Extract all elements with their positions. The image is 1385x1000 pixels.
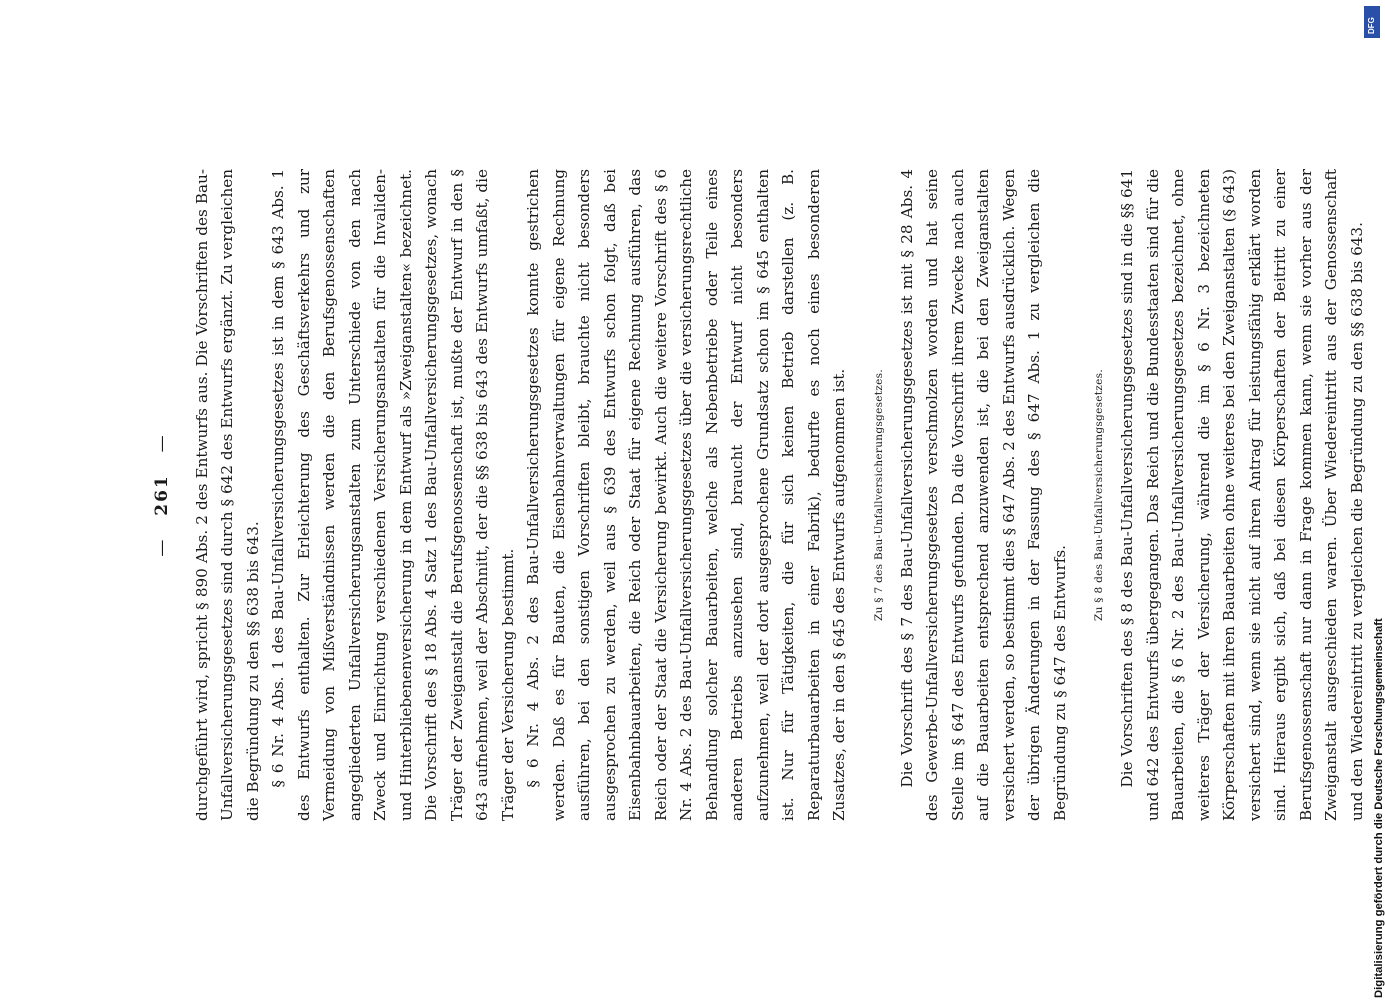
page-number-line: [150, 169, 176, 821]
sponsor-note: [1359, 8, 1385, 998]
document-body: [190, 169, 1371, 821]
section-heading: Zu § 8 des Bau-Unfallversicherungsgesetzes.: [1093, 369, 1105, 621]
paragraph: § 6 Nr. 4 Abs. 2 des Bau-Unfallversicherungsgesetzes konnte gestrichen werden. Daß es für Bauten, die Eisenbahnverwaltungen für eigene Rechnung ausführen, bei den sonstigen Vorschriften bleibt, brauchte nicht besonders ausgesprochen zu werden, weil aus § 639 des Entwurfs schon folgt, daß bei Eisenbahnbauarbeiten, die Reich oder Staat für eigene Rechnung ausführen, das Reich oder der Staat die Versicherung bewirkt. Auch die weitere Vorschrift des § 6 Nr. 4 Abs. 2 des Bau-Unfallversicherungsgesetzes über die versicherungsrechtliche Behandlung solcher Bauarbeiten, welche als Nebenbetriebe oder Teile eines anderen Betriebs anzusehen sind, braucht der Entwurf nicht besonders aufzunehmen, weil der dort ausgesprochene Grundsatz schon im § 645 enthalten ist. Nur für Tätigkeiten, die für sich keinen Betrieb darstellen (z. B. Reparaturbauarbeiten in einer Fabrik), bedurfte es noch eines besonderen Zusatzes, der in den § 645 des Entwurfs aufgenommen ist.: [524, 169, 848, 821]
page-number: 261: [152, 474, 172, 516]
dfg-logo: [1364, 6, 1380, 38]
paragraph: § 6 Nr. 4 Abs. 1 des Bau-Unfallversicherungsgesetzes ist in dem § 643 Abs. 1 des Entwurfs enthalten. Zur Erleichterung des Geschäftsverkehrs und zur Vermeidung von Mißverständnissen werden die den Berufsgenossenschaften angegliederten Unfallversicherungsanstalten zum Unterschiede von den nach Zweck und Einrichtung verschiedenen Versicherungsanstalten für die Invaliden- und Hinterbliebenenversicherung in dem Entwurf als »Zweiganstalten« bezeichnet. Die Vorschrift des § 18 Abs. 4 Satz 1 des Bau-Unfallversicherungsgesetzes, wonach Träger der Zweiganstalt die Berufsgenossenschaft ist, mußte der Entwurf in den § 643 aufnehmen, weil der Abschnitt, der die §§ 638 bis 643 des Entwurfs umfaßt, die Träger der Versicherung bestimmt.: [269, 169, 517, 821]
page-dash-left: —: [152, 537, 172, 557]
document-page: [140, 155, 1366, 835]
paragraph: Die Vorschriften des § 8 des Bau-Unfallversicherungsgesetzes sind in die §§ 641 und 642 des Entwurfs übergegangen. Das Reich und die Bundesstaaten sind für die Bauarbeiten, die § 6 Nr. 2 des Bau-Unfallversicherungsgesetzes bezeichnet, ohne weiteres Träger der Versicherung, während die im § 6 Nr. 3 bezeichneten Körperschaften mit ihren Bauarbeiten ohne weiteres bei den Zweiganstalten (§ 643) versichert sind, wenn sie nicht auf ihren Antrag für leistungsfähig erklärt worden sind. Hieraus ergibt sich, daß bei diesen Körperschaften der Beitritt zu einer Berufsgenossenschaft nur dann in Frage kommen kann, wenn sie vorher aus der Zweiganstalt ausgeschieden waren. Über Wiedereintritt aus der Genossenschaft und den Wiedereintritt zu vergleichen die Begründung zu den §§ 638 bis 643.: [1118, 169, 1366, 821]
page-dash-right: —: [152, 433, 172, 453]
section-heading: Zu § 7 des Bau-Unfallversicherungsgesetzes.: [872, 369, 885, 621]
paragraph: durchgeführt wird, spricht § 890 Abs. 2 des Entwurfs aus. Die Vorschriften des Bau-Unfallversicherungsgesetzes sind durch § 642 des Entwurfs ergänzt. Zu vergleichen die Begründung zu den §§ 638 bis 643.: [192, 169, 262, 821]
paragraph: Die Vorschrift des § 7 des Bau-Unfallversicherungsgesetzes ist mit § 28 Abs. 4 des Gewerbe-Unfallversicherungsgesetzes verschmolzen worden und hat seine Stelle im § 647 des Entwurfs gefunden. Da die Vorschrift ihrem Zwecke nach auch auf die Bauarbeiten entsprechend anzuwenden ist, die bei den Zweiganstalten versichert werden, so bestimmt dies § 647 Abs. 2 des Entwurfs ausdrücklich. Wegen der übrigen Änderungen in der Fassung des § 647 Abs. 1 zu vergleichen die Begründung zu § 647 des Entwurfs.: [897, 169, 1069, 821]
dfg-logo-text: DFG: [1367, 17, 1376, 34]
sponsor-note-text: Digitalisierung gefördert durch die Deutsche Forschungsgemeinschaft: [1373, 618, 1385, 998]
